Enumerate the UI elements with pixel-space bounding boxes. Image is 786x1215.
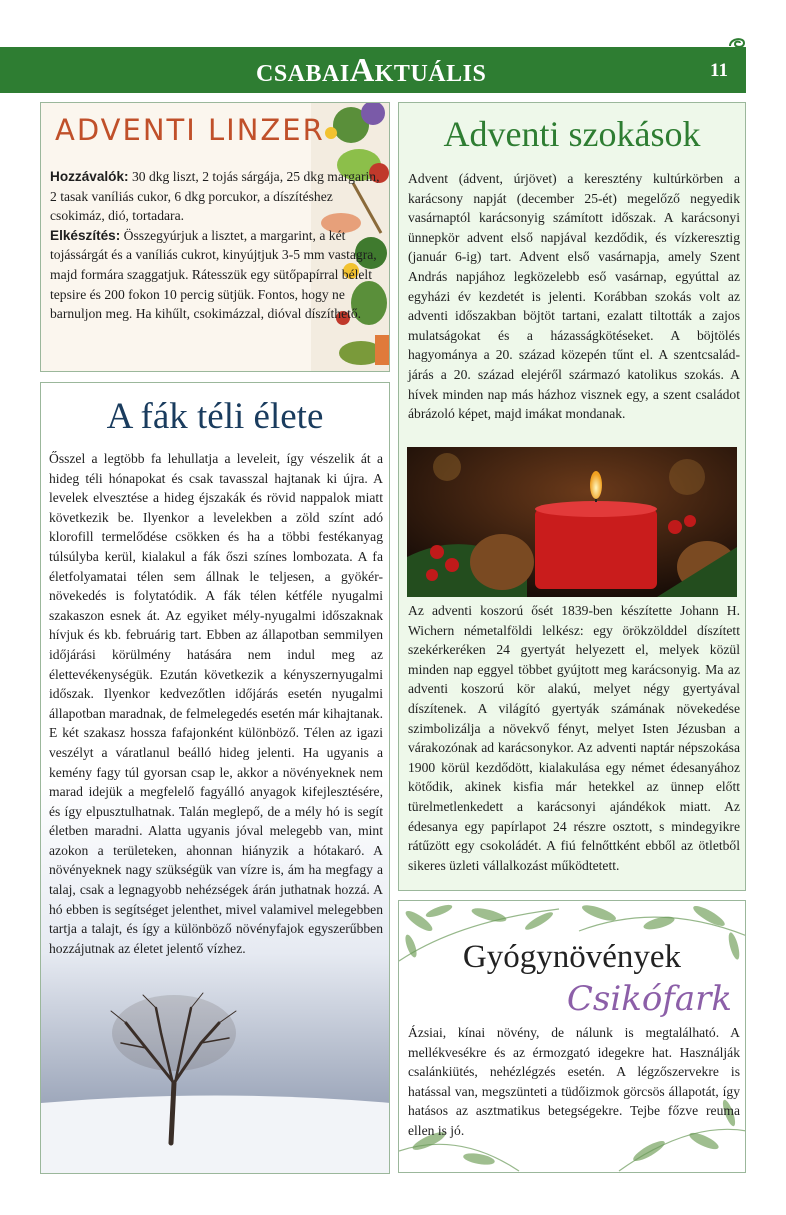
brand-part-3: KTUÁLIS <box>374 61 487 87</box>
linzer-title: ADVENTI LINZER <box>55 113 325 147</box>
herbs-title: Gyógynövények <box>462 939 682 975</box>
trees-winter-box <box>40 382 390 1174</box>
trees-text: Ősszel a legtöbb fa lehullatja a leveleit, így vészelik át a hideg téli hónapokat és csak tavasszal hajtanak ki újra. A levelek elvesztése a hideg éjszakák és rövid nappalok miatt következik be. Ilyenkor a levelekben a zöld színt adó klorofill termelődése csökken és ha a többi festékanyag túlsúlyba kerül, kialakul a fák őszi színes lombozata. A fa életfolyamatai télen sem állnak le teljesen, a gyökér-növekedés is folytatódik. A fák télen kétféle nyugalmi szakaszon esnek át. Az egyiket mély-nyugalmi időszaknak hívjuk és kb. februárig tart. Ebben az állapotban semmilyen időjárási körülmény hatására nem indul meg az élettevékenységük. Ezután következik a kényszernyugalmi időszak. Ilyenkor kedvezőtlen időjárás esetén nyugalmi állapotban maradnak, de felmelegedés esetén már kihajtanak. E két szakasz hossza fafajonként különböző. Télen az igazi veszélyt a váratlanul beálló hideg jelenti. Ha ugyanis a kemény fagy túl gyorsan csap le, akkor a növényeknek nem marad idejük a megfelelő fagyálló anyagok kifejlesztésére, és így elpusztulhatnak. Talán meglepő, de a mély hó is segít életben maradni. Alatta ugyanis jóval melegebb van, mint azokon a területeken, ahonnan hiányzik a hótakaró. A növényeknek nagy szükségük van vízre is, ám ha megfagy a talaj, csak a legnagyobb nehézségek árán juthatnak hozzá. A hó ebben is segítséget jelenthet, mivel valamivel melegebben tartja a talajt, és így a különböző növényfajok egyszerűbben hozzájutnak az életet jelentő vízhez. <box>49 451 383 956</box>
linzer-recipe-box <box>40 102 390 372</box>
advent-customs-box <box>398 102 746 891</box>
trees-title: A fák téli élete <box>106 396 324 437</box>
ingredients-text: 30 dkg liszt, 2 tojás sárgája, 25 dkg margarin, 2 tasak vaníliás cukor, 6 dkg porcukor, a díszítéshez csokimáz, dió, tortadara. <box>50 169 380 224</box>
advent-paragraph-2: Az adventi koszorú ősét 1839-ben készítette Johann H. Wichern németalföldi lelkész: egy örökzölddel díszített szekérkeréken 24 gyertyát helyezett el, melyek közül minden nap eggyel többet gyújtott meg karácsonyig. Ma az adventi koszorú kör alakú, melyet négy gyertyával díszítenek. A világító gyertyák számának növekedése szimbolizálja a növekvő fényt, melyet Isten Jézusban a várakozónak ad karácsonykor. Az adventi naptár népszokása 1900 körül kezdődött, kialakulása egy német édesanyához kötődik, akinek kisfia már hetekkel az ünnep előtt türelmetlenkedett a karácsonyi ajándékok miatt. Az édesanya egy papírlapot 24 részre osztott, s mindegyikre rátűzött egy csokoládét. A fiú felnőttként ebből az ötletből sikeres üzleti vállalkozást működtetett. <box>408 603 740 873</box>
herbs-subtitle: Csikófark <box>566 979 732 1019</box>
herbs-text: Ázsiai, kínai növény, de nálunk is megtalálható. A mellékvesékre és az érmozgató idegekre hat. Használják csalánkiütés, nehézlégzés esetén. A légzőszervekre is hatással van, megszünteti a tüdőizmok görcsös állapotát, így hatásos az asztmatikus betegségekre. Tejbe főzve reuma ellen is jó. <box>408 1025 740 1138</box>
brand-part-2: A <box>349 52 375 89</box>
herbs-box <box>398 900 746 1173</box>
ingredients-label: Hozzávalók: <box>50 169 129 184</box>
magazine-title <box>256 50 486 92</box>
advent-candle-photo <box>407 447 737 597</box>
method-text: Összegyúrjuk a lisztet, a margarint, a két tojássárgát és a vaníliás cukrot, kinyújtjuk 3-5 mm vastagra, majd formára szaggatjuk. Rátesszük egy sütőpapírral bélelt tepsire és 200 fokon 10 percig sütjük. Fontos, hogy ne barnuljon meg. Ha kihűlt, csokimázzal, dióval díszíthető. <box>50 227 377 322</box>
brand-part-1: CSABAI <box>256 61 350 87</box>
advent-title: Adventi szokások <box>443 114 701 154</box>
swoosh-icon <box>727 34 747 52</box>
method-label: Elkészítés: <box>50 227 121 243</box>
linzer-text <box>50 167 385 324</box>
advent-paragraph-1: Advent (ádvent, úrjövet) a keresztény kultúrkörben a karácsony napját (december 25-ét) megelőző negyedik vasárnaptól karácsonyig számított időszak. A karácsonyi ünnepkör advent első napjával kezdődik, és vízkeresztig (január 6-ig) tart. Advent első vasárnapja, amely Szent András napjához legközelebb eső vasárnap, egyúttal az egyházi év kezdetét is jelenti. Korábban szokás volt az adventi időszakban böjtöt tartani, ezalatt tiltották a zajos mulatságokat és a házasságkötéseket. A böjtölés hagyománya a 20. század közepén tűnt el. A szentcsalád-járás a 20. század elejéről származó katolikus szokás. A hívek minden nap más házhoz visznek egy, a szent családot ábrázoló képet, majd imákat mondanak. <box>408 171 740 422</box>
page-number: 11 <box>710 60 728 81</box>
